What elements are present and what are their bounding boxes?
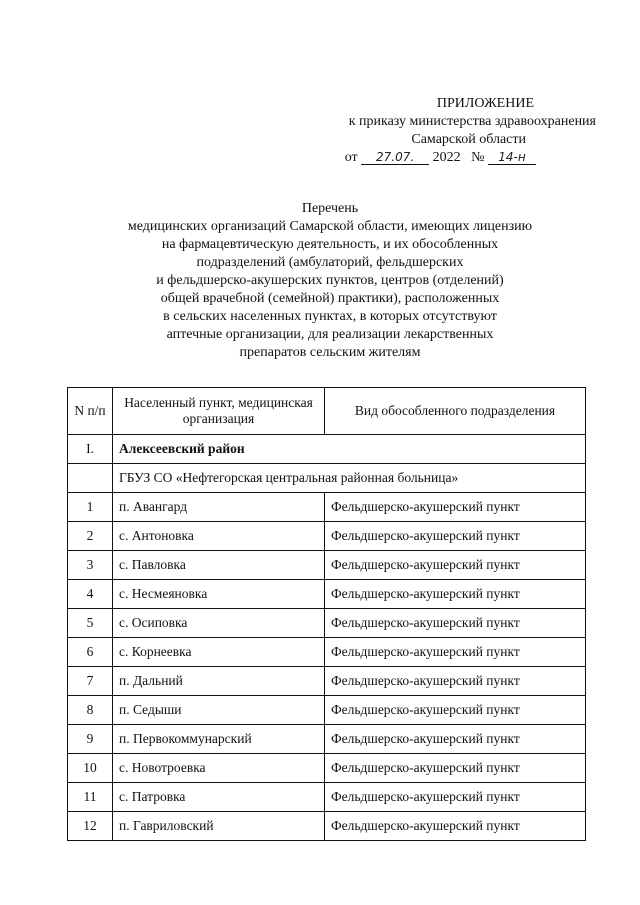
- row-number: 6: [68, 638, 113, 667]
- row-settlement: с. Антоновка: [113, 522, 325, 551]
- header-type: Вид обособленного подразделения: [325, 388, 586, 435]
- appendix-heading: ПРИЛОЖЕНИЕ: [436, 96, 534, 111]
- organization-row: [68, 464, 586, 493]
- row-type: Фельдшерско-акушерский пункт: [325, 638, 586, 667]
- appendix-header: [345, 95, 596, 167]
- table-header-row: [68, 388, 586, 435]
- handwritten-date: 27.07.: [361, 150, 429, 165]
- row-number: 8: [68, 696, 113, 725]
- facilities-table: [67, 387, 586, 841]
- row-settlement: с. Корнеевка: [113, 638, 325, 667]
- date-prefix: от: [344, 150, 358, 165]
- appendix-date-line: [345, 149, 536, 167]
- district-number: I.: [68, 435, 113, 464]
- appendix-to-order: к приказу министерства здравоохранения: [348, 114, 596, 129]
- row-settlement: с. Несмеяновка: [113, 580, 325, 609]
- title-line: препаратов сельским жителям: [239, 345, 421, 360]
- row-settlement: п. Дальний: [113, 667, 325, 696]
- district-row: [68, 435, 586, 464]
- title-line: аптечные организации, для реализации лекарственных: [166, 327, 494, 342]
- row-type: Фельдшерско-акушерский пункт: [325, 696, 586, 725]
- row-number: 2: [68, 522, 113, 551]
- organization-name: ГБУЗ СО «Нефтегорская центральная районная больница»: [113, 464, 586, 493]
- row-number: 1: [68, 493, 113, 522]
- row-number: 10: [68, 754, 113, 783]
- table-row: [68, 667, 586, 696]
- title-line: на фармацевтическую деятельность, и их обособленных: [161, 237, 499, 252]
- row-type: Фельдшерско-акушерский пункт: [325, 493, 586, 522]
- table-row: [68, 580, 586, 609]
- table-row: [68, 522, 586, 551]
- title-line: в сельских населенных пунктах, в которых отсутствуют: [163, 309, 497, 324]
- table-row: [68, 812, 586, 841]
- organization-number-cell: [68, 464, 113, 493]
- row-number: 4: [68, 580, 113, 609]
- row-number: 12: [68, 812, 113, 841]
- title-line: и фельдшерско-акушерских пунктов, центров (отделений): [156, 273, 504, 288]
- document-title: [90, 200, 570, 362]
- row-number: 11: [68, 783, 113, 812]
- row-type: Фельдшерско-акушерский пункт: [325, 609, 586, 638]
- row-type: Фельдшерско-акушерский пункт: [325, 522, 586, 551]
- row-type: Фельдшерско-акушерский пункт: [325, 551, 586, 580]
- table-row: [68, 696, 586, 725]
- row-type: Фельдшерско-акушерский пункт: [325, 754, 586, 783]
- district-name: Алексеевский район: [113, 435, 586, 464]
- title-line: медицинских организаций Самарской области, имеющих лицензию: [127, 219, 533, 234]
- title-heading: Перечень: [301, 201, 359, 216]
- row-type: Фельдшерско-акушерский пункт: [325, 783, 586, 812]
- row-settlement: п. Первокоммунарский: [113, 725, 325, 754]
- row-number: 5: [68, 609, 113, 638]
- row-settlement: с. Павловка: [113, 551, 325, 580]
- handwritten-order-number: 14-н: [488, 150, 536, 165]
- table-row: [68, 493, 586, 522]
- table-row: [68, 754, 586, 783]
- row-settlement: п. Седыши: [113, 696, 325, 725]
- table-row: [68, 638, 586, 667]
- number-sign: №: [471, 150, 485, 165]
- row-settlement: с. Патровка: [113, 783, 325, 812]
- row-settlement: п. Гавриловский: [113, 812, 325, 841]
- table-row: [68, 551, 586, 580]
- row-settlement: п. Авангард: [113, 493, 325, 522]
- header-settlement: Населенный пункт, медицинская организация: [113, 388, 325, 435]
- row-type: Фельдшерско-акушерский пункт: [325, 725, 586, 754]
- row-settlement: с. Новотроевка: [113, 754, 325, 783]
- row-settlement: с. Осиповка: [113, 609, 325, 638]
- table-row: [68, 725, 586, 754]
- row-type: Фельдшерско-акушерский пункт: [325, 580, 586, 609]
- appendix-region: Самарской области: [411, 132, 526, 147]
- title-line: общей врачебной (семейной) практики), расположенных: [160, 291, 500, 306]
- row-number: 7: [68, 667, 113, 696]
- row-type: Фельдшерско-акушерский пункт: [325, 667, 586, 696]
- table-row: [68, 609, 586, 638]
- table-row: [68, 783, 586, 812]
- header-number: N п/п: [68, 388, 113, 435]
- row-type: Фельдшерско-акушерский пункт: [325, 812, 586, 841]
- year: 2022: [432, 150, 461, 165]
- title-line: подразделений (амбулаторий, фельдшерских: [196, 255, 464, 270]
- row-number: 3: [68, 551, 113, 580]
- row-number: 9: [68, 725, 113, 754]
